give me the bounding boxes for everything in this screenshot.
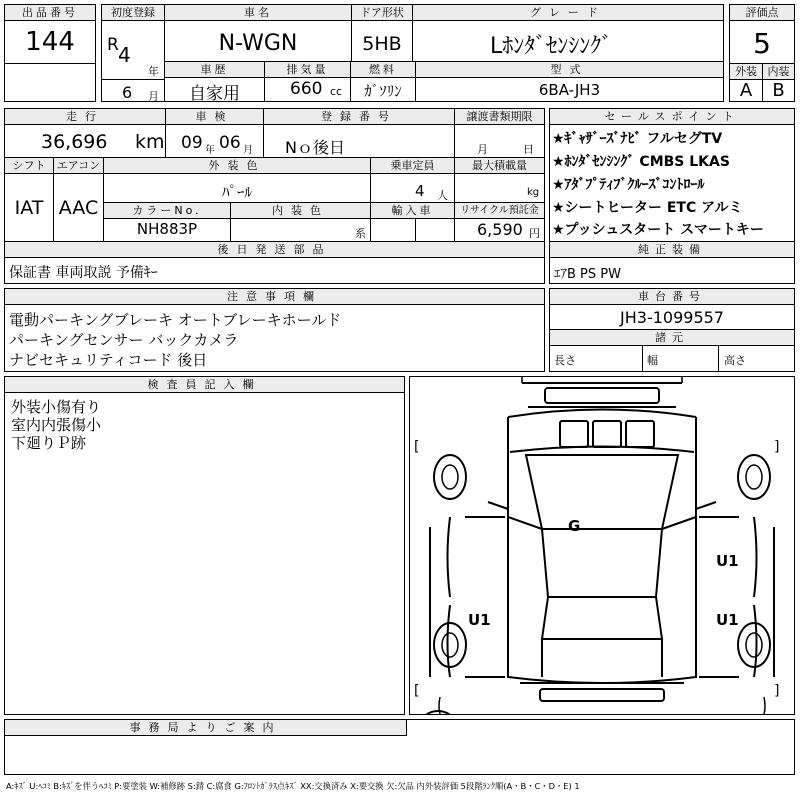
lot-number-cell	[4, 4, 96, 102]
colorno: NH883P	[136, 220, 198, 238]
regno-label: 登録番号	[264, 109, 455, 125]
chassis-number: JH3-1099557	[620, 308, 724, 327]
lot-number-label: 出品番号	[5, 5, 95, 21]
notes-line: ナビセキュリティコード 後日	[9, 351, 208, 369]
recycle: 6,590	[477, 220, 523, 239]
office-block	[4, 719, 795, 775]
notes-line: パーキングセンサー バックカメラ	[9, 331, 239, 349]
car-outline-diagram	[410, 377, 794, 714]
mileage-label: 走行	[5, 109, 166, 125]
chassis-block	[549, 288, 795, 372]
fuel: ｶﾞｿﾘﾝ	[364, 82, 402, 100]
width-label: 幅	[647, 354, 658, 367]
load-label: 最大積載量	[455, 158, 544, 174]
inspection-year: 09	[181, 133, 203, 153]
history: 自家用	[189, 84, 240, 104]
office-label: 事務局よりご案内	[5, 720, 407, 736]
damage-mark-u1-right-rear: U1	[716, 611, 739, 629]
exterior-label: 外装	[730, 64, 763, 80]
door-type: 5HB	[362, 33, 402, 55]
year-unit: 年	[148, 65, 159, 78]
transfer-day: 日	[523, 143, 534, 156]
import-label: 輸入車	[371, 203, 455, 219]
mileage-unit: km	[135, 131, 165, 153]
displacement: 660	[290, 79, 323, 99]
era: R	[107, 35, 119, 55]
damage-mark-u1-left-rear: U1	[468, 611, 491, 629]
ac: AAC	[58, 197, 99, 219]
sales-points-label: セールスポイント	[550, 109, 794, 125]
vehicle-detail-block	[4, 108, 545, 284]
door-label: ドア形状	[352, 5, 413, 21]
damage-diagram	[409, 376, 795, 715]
bracket-close: ]	[774, 439, 780, 455]
score-cell	[729, 4, 795, 102]
exterior-grade: A	[739, 80, 753, 101]
chassis-label: 車台番号	[550, 289, 794, 305]
inspector-label: 検査員記入欄	[5, 377, 404, 393]
inspector-line: 室内内張傷小	[11, 416, 102, 434]
notes-block	[4, 288, 545, 372]
bracket-open: [	[414, 683, 420, 699]
sales-point: ★ﾎﾝﾀﾞｾﾝｼﾝｸﾞ CMBS LKAS	[552, 154, 730, 170]
history-label: 車歴	[165, 62, 265, 78]
notes-label: 注意事項欄	[5, 289, 544, 305]
reg-year: 4	[118, 43, 131, 67]
regno: Nｏ後日	[285, 138, 345, 157]
later-parts: 保証書 車両取説 予備ｷｰ	[9, 265, 158, 281]
later-parts-label: 後日発送部品	[5, 242, 544, 258]
ac-label: エアコン	[54, 158, 104, 174]
displacement-label: 排気量	[265, 62, 351, 78]
score: 5	[753, 27, 771, 60]
sales-point: ★ｱﾀﾞﾌﾟﾃｨﾌﾞｸﾙｰｽﾞｺﾝﾄﾛｰﾙ	[552, 177, 705, 193]
inspection-label: 車検	[166, 109, 264, 125]
inspection-month-unit: 月	[243, 145, 253, 156]
notes-line: 電動パーキングブレーキ オートブレーキホールド	[9, 311, 342, 329]
mileage: 36,696	[41, 131, 108, 153]
transfer-month: 月	[477, 143, 488, 156]
color-label: 外装色	[104, 158, 371, 174]
first-registration-cell	[101, 4, 165, 102]
lot-number: 144	[25, 27, 75, 57]
model-label: 型式	[416, 62, 723, 78]
sales-point: ★ｷﾞｬｻﾞｰｽﾞﾅﾋﾞ フルセグTV	[552, 131, 723, 147]
car-name: N-WGN	[218, 31, 298, 56]
dims-label: 諸元	[550, 330, 794, 346]
recycle-unit: 円	[529, 227, 540, 240]
equipment-label: 純正装備	[550, 242, 794, 258]
capacity-unit: 人	[437, 189, 448, 202]
displacement-unit: cc	[330, 85, 343, 98]
equipment-block	[549, 241, 795, 284]
interior-grade: B	[772, 80, 785, 101]
bracket-close: ]	[774, 683, 780, 699]
color: ﾊﾟｰﾙ	[221, 183, 252, 201]
first-registration-label: 初度登録	[102, 5, 164, 21]
sales-points-block	[549, 108, 795, 242]
shift: IAT	[14, 197, 44, 219]
shift-label: シフト	[5, 158, 54, 174]
sales-point: ★シートヒーター ETC アルミ	[552, 200, 743, 216]
damage-mark-g: G	[568, 517, 581, 535]
length-label: 長さ	[554, 354, 576, 367]
reg-month: 6	[122, 83, 133, 102]
bracket-open: [	[414, 439, 420, 455]
score-label: 評価点	[730, 5, 794, 21]
capacity: 4	[415, 182, 425, 200]
height-label: 高さ	[724, 354, 746, 367]
recycle-label: リサイクル預託金	[455, 203, 544, 219]
colorno-label: カラーNo.	[104, 203, 231, 219]
grade-label: グレード	[413, 5, 723, 21]
grade: Lﾎﾝﾀﾞｾﾝｼﾝｸﾞ	[490, 34, 613, 59]
sales-point: ★プッシュスタート スマートキー	[552, 222, 764, 238]
inspector-line: 外装小傷有り	[11, 398, 102, 416]
inspector-line: 下廻りＰ跡	[11, 434, 87, 452]
transfer-label: 譲渡書類期限	[455, 109, 544, 125]
fuel-label: 燃料	[351, 62, 416, 78]
car-info-block	[164, 4, 724, 102]
capacity-label: 乗車定員	[371, 158, 455, 174]
interior-label: 内装	[763, 64, 794, 80]
intcolor-unit: 系	[355, 227, 366, 240]
car-name-label: 車名	[165, 5, 352, 21]
inspection-year-unit: 年	[205, 145, 215, 156]
load-unit: kg	[527, 187, 540, 198]
model: 6BA-JH3	[538, 81, 601, 99]
inspection-month: 06	[219, 133, 241, 153]
month-unit: 月	[148, 90, 159, 103]
inspector-block	[4, 376, 405, 715]
damage-mark-u1-right-front: U1	[716, 552, 739, 570]
equipment: ｴｱB PS PW	[554, 267, 621, 282]
intcolor-label: 内装色	[231, 203, 371, 219]
legend: A:ｷｽﾞ U:ﾍｺﾐ B:ｷｽﾞを伴うﾍｺﾐ P:要塗装 W:補修跡 S:錆 C:腐食 G:ﾌﾛﾝﾄｶﾞﾗｽ点ｷｽﾞ XX:交換済み X:要交換 欠:欠品 内外装評価 5段階ﾗﾝｸ順(A・B・C・D・E) 1	[6, 781, 580, 791]
